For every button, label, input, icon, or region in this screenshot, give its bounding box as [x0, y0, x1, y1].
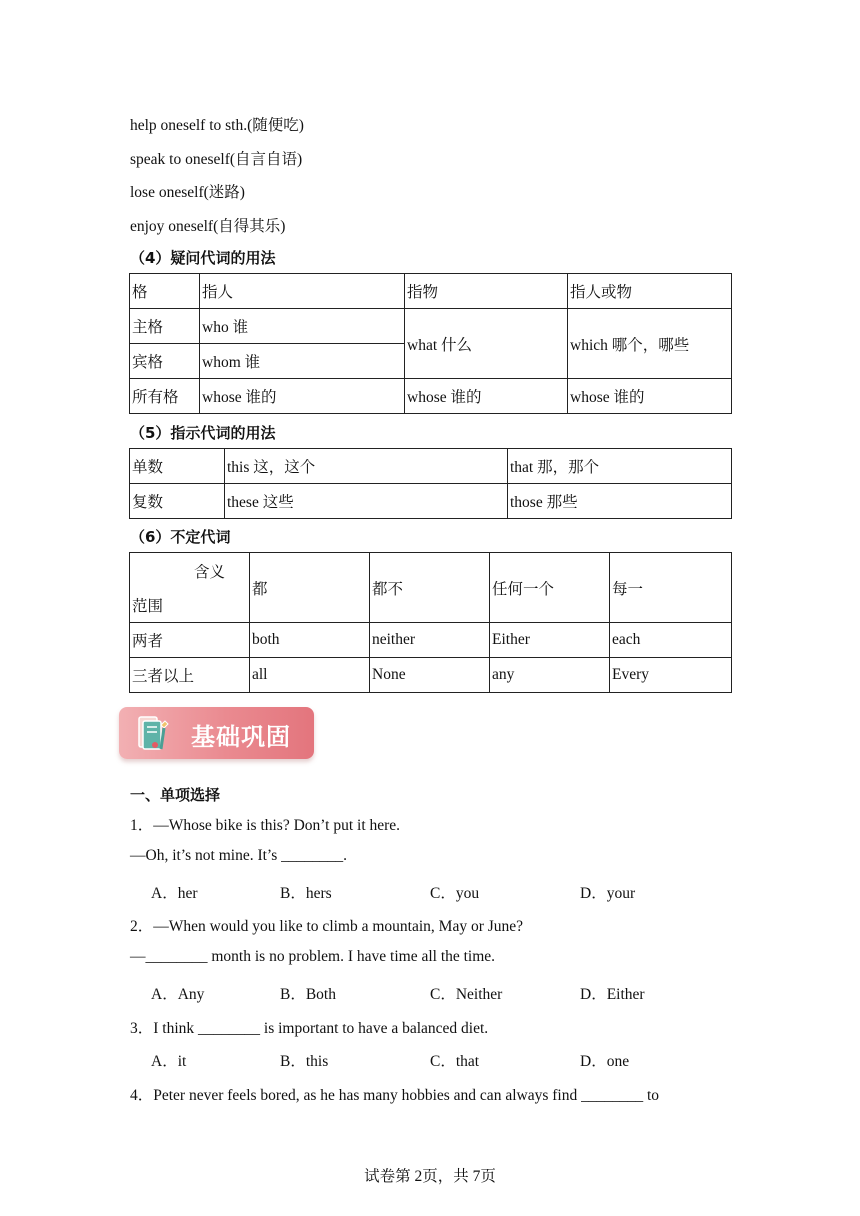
table-cell: any	[490, 658, 610, 693]
table-cell: those 那些	[508, 484, 732, 519]
demonstrative-pronoun-table	[129, 448, 732, 519]
option-c: C．you	[430, 885, 480, 902]
exercise-title: 一、单项选择	[130, 786, 221, 804]
table-cell: neither	[370, 623, 490, 658]
question-line: —________ month is no problem. I have time all the time.	[130, 948, 496, 965]
book-icon	[135, 713, 173, 753]
table-cell: 单数	[130, 449, 225, 484]
option-a: A．it	[151, 1053, 187, 1070]
section-heading: （6）不定代词	[130, 528, 231, 546]
phrase-line: enjoy oneself(自得其乐)	[130, 218, 286, 235]
table-cell: 主格	[130, 309, 200, 344]
interrogative-pronoun-table	[129, 273, 732, 414]
corner-label-scope: 范围	[132, 598, 164, 615]
table-cell: whom 谁	[200, 344, 405, 379]
table-cell: this 这，这个	[225, 449, 508, 484]
diagonal-header-cell	[130, 553, 250, 623]
table-cell: all	[250, 658, 370, 693]
question-line: 4．Peter never feels bored, as he has many hobbies and can always find ________ to	[130, 1087, 660, 1104]
section-banner	[119, 707, 314, 759]
table-cell: 宾格	[130, 344, 200, 379]
question-line: 2．—When would you like to climb a mountain, May or June?	[130, 918, 524, 935]
table-cell: whose 谁的	[405, 379, 568, 414]
table-cell: Either	[490, 623, 610, 658]
table-cell: whose 谁的	[200, 379, 405, 414]
section-heading: （4）疑问代词的用法	[130, 249, 276, 267]
table-cell: that 那，那个	[508, 449, 732, 484]
option-b: B．hers	[280, 885, 332, 902]
table-cell: who 谁	[200, 309, 405, 344]
table-header-cell: 都不	[370, 553, 490, 623]
question-line: 1．—Whose bike is this? Don’t put it here.	[130, 817, 401, 834]
table-cell: 两者	[130, 623, 250, 658]
table-cell: which 哪个，哪些	[568, 309, 732, 379]
table-header-cell: 指人	[200, 274, 405, 309]
table-cell: 三者以上	[130, 658, 250, 693]
option-c: C．that	[430, 1053, 480, 1070]
table-header-cell: 都	[250, 553, 370, 623]
corner-label-meaning: 含义	[193, 564, 225, 581]
question-line: —Oh, it’s not mine. It’s ________.	[130, 847, 347, 864]
option-b: B．Both	[280, 986, 336, 1003]
table-header-cell: 指人或物	[568, 274, 732, 309]
table-cell: each	[610, 623, 732, 658]
option-a: A．her	[151, 885, 198, 902]
banner-title: 基础巩固	[191, 723, 291, 751]
table-cell: these 这些	[225, 484, 508, 519]
table-cell: whose 谁的	[568, 379, 732, 414]
phrase-line: speak to oneself(自言自语)	[130, 151, 303, 168]
option-a: A．Any	[151, 986, 205, 1003]
table-cell: Every	[610, 658, 732, 693]
phrase-line: lose oneself(迷路)	[130, 184, 245, 201]
table-cell: what 什么	[405, 309, 568, 379]
option-d: D．one	[580, 1053, 630, 1070]
phrase-line: help oneself to sth.(随便吃)	[130, 117, 304, 134]
table-header-cell: 任何一个	[490, 553, 610, 623]
indefinite-pronoun-table	[129, 552, 732, 693]
table-cell: both	[250, 623, 370, 658]
section-heading: （5）指示代词的用法	[130, 424, 276, 442]
table-header-cell: 每一	[610, 553, 732, 623]
question-line: 3．I think ________ is important to have a balanced diet.	[130, 1020, 489, 1037]
table-header-cell: 格	[130, 274, 200, 309]
option-d: D．your	[580, 885, 636, 902]
table-header-cell: 指物	[405, 274, 568, 309]
option-d: D．Either	[580, 986, 645, 1003]
option-b: B．this	[280, 1053, 329, 1070]
table-cell: 复数	[130, 484, 225, 519]
page-footer: 试卷第 2页，共 7页	[364, 1168, 496, 1185]
table-cell: 所有格	[130, 379, 200, 414]
option-c: C．Neither	[430, 986, 503, 1003]
table-cell: None	[370, 658, 490, 693]
